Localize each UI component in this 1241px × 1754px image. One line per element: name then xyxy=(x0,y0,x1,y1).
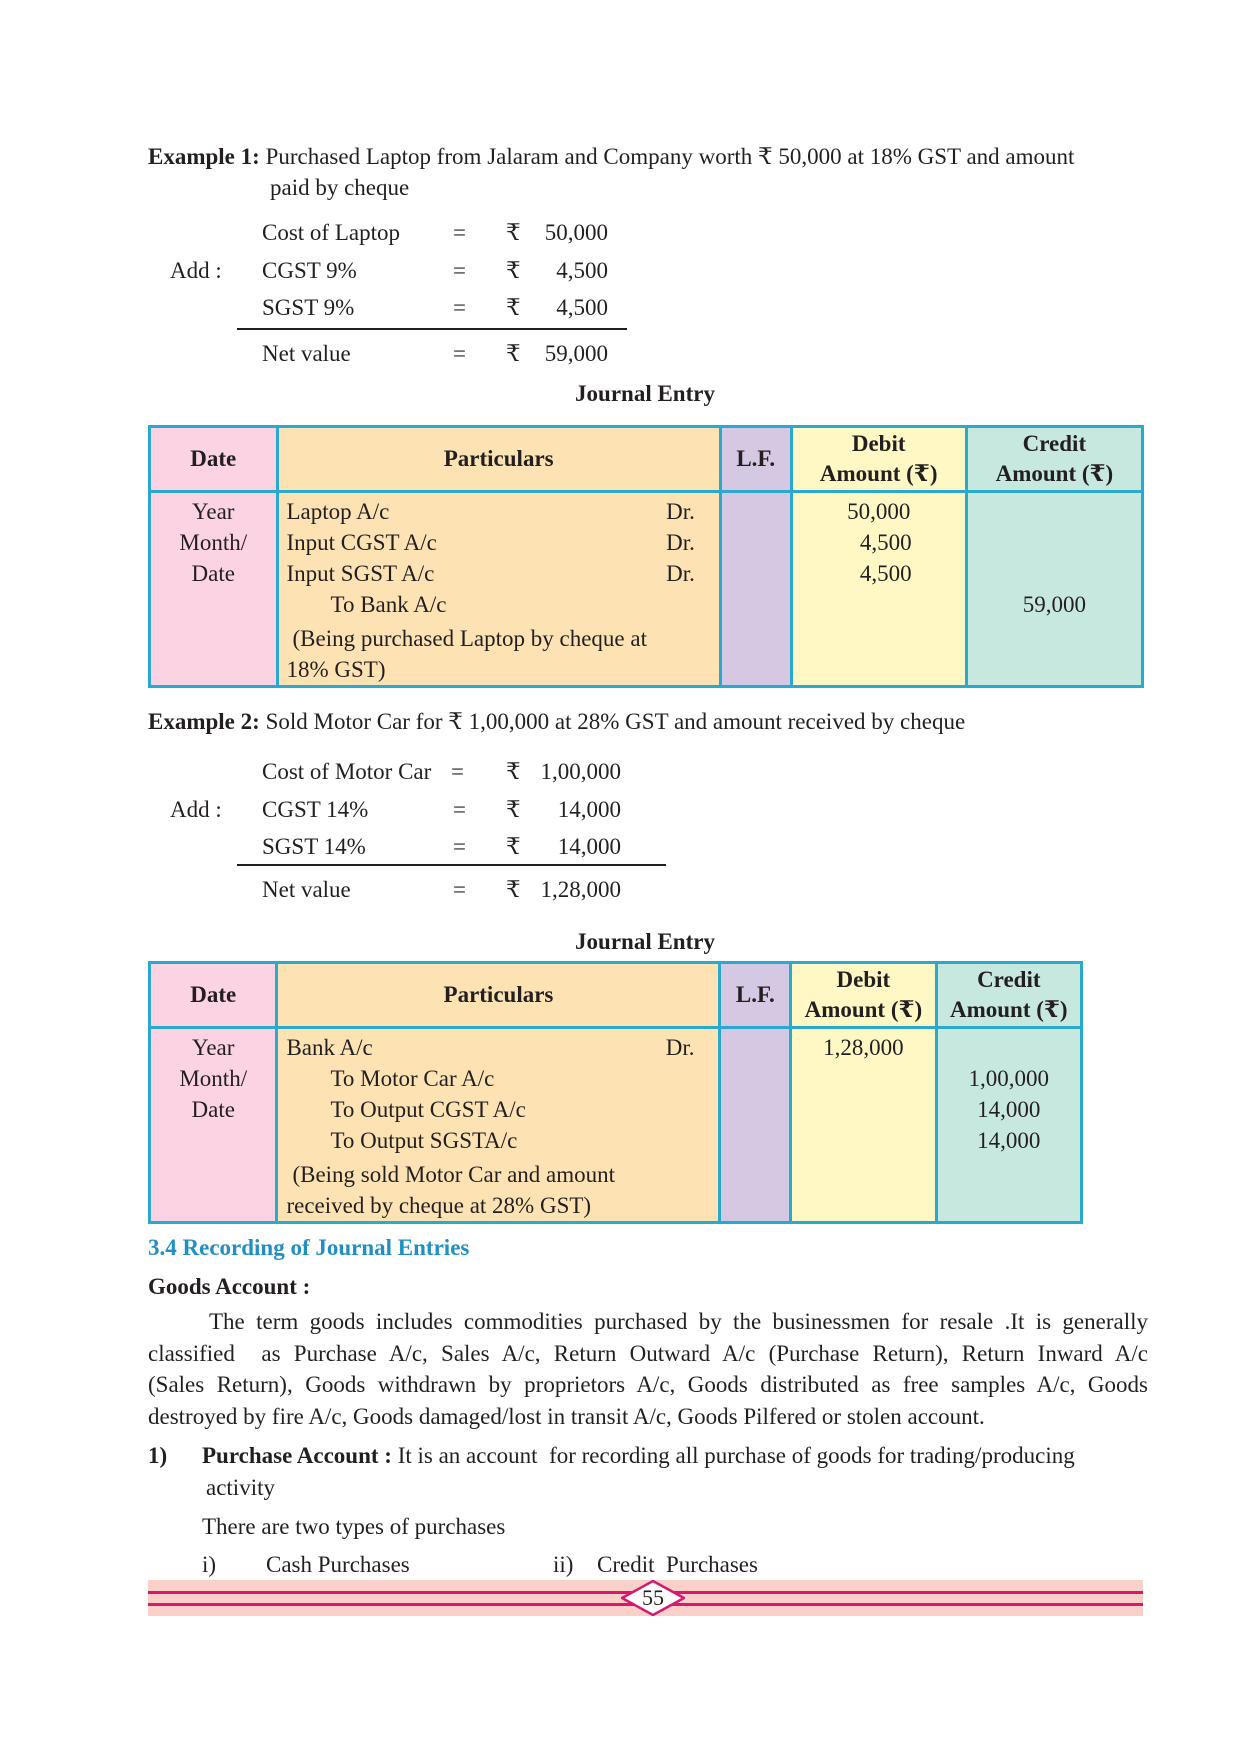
example1-text-line2: paid by cheque xyxy=(270,175,410,200)
date-cell xyxy=(150,492,278,687)
credit-purchases-label: Credit Purchases xyxy=(597,1552,758,1577)
account-name: Input SGST A/c xyxy=(286,561,435,586)
net-amount: 1,28,000 xyxy=(540,877,621,902)
header-date: Date xyxy=(150,427,278,492)
date-line: Month/ xyxy=(179,1066,248,1091)
dr-marker: Dr. xyxy=(666,499,695,524)
particular-line xyxy=(278,1063,718,1094)
calc-amount: 1,00,000 xyxy=(540,759,621,784)
equals-sign: = xyxy=(451,759,464,784)
narration-line: (Being purchased Laptop by cheque at xyxy=(292,626,647,651)
add-label: Add : xyxy=(170,797,222,822)
equals-sign: = xyxy=(453,220,466,245)
example2-heading xyxy=(148,707,965,737)
paragraph-line: The term goods includes commodities purchased by the businessmen for resale .It is generally xyxy=(209,1309,1148,1334)
narration-line: received by cheque at 28% GST) xyxy=(286,1193,592,1218)
rupee-symbol: ₹ xyxy=(506,258,521,283)
dr-marker: Dr. xyxy=(665,1035,695,1060)
header-debit xyxy=(791,427,966,492)
date-cell xyxy=(150,1028,277,1223)
particular-line xyxy=(278,1032,718,1063)
table-header-row xyxy=(150,963,1082,1028)
header-debit-line2: Amount (₹) xyxy=(804,997,923,1022)
account-name: To Bank A/c xyxy=(330,592,447,617)
journal-entry-title: Journal Entry xyxy=(575,929,715,954)
calc-label: Cost of Motor Car xyxy=(262,759,432,784)
add-label: Add : xyxy=(170,258,222,283)
account-name: Laptop A/c xyxy=(286,499,390,524)
list-item-number: ii) xyxy=(553,1552,574,1577)
header-lf: L.F. xyxy=(720,963,791,1028)
account-name: To Output SGSTA/c xyxy=(330,1128,518,1153)
total-rule xyxy=(237,328,627,330)
particular-line xyxy=(279,527,719,558)
date-line: Date xyxy=(191,1097,235,1122)
date-line: Date xyxy=(191,561,235,586)
calc-label: CGST 14% xyxy=(262,797,369,822)
credit-amount: 14,000 xyxy=(977,1128,1041,1153)
list-item-number: i) xyxy=(202,1552,217,1577)
header-credit-line2: Amount (₹) xyxy=(995,461,1114,486)
page-number: 55 xyxy=(642,1585,664,1610)
equals-sign: = xyxy=(453,834,466,859)
header-debit-line1: Debit xyxy=(851,431,906,456)
credit-cell xyxy=(936,1028,1081,1223)
net-amount: 59,000 xyxy=(544,341,608,366)
header-date: Date xyxy=(150,963,277,1028)
calc-amount: 50,000 xyxy=(544,220,608,245)
calc-label: SGST 14% xyxy=(262,834,366,859)
credit-amount: 1,00,000 xyxy=(968,1066,1050,1091)
header-credit-line2: Amount (₹) xyxy=(949,997,1068,1022)
paragraph-line: classified as Purchase A/c, Sales A/c, Return Outward A/c (Purchase Return), Return Inward A/c xyxy=(148,1340,1148,1366)
header-credit xyxy=(966,427,1142,492)
section-heading: 3.4 Recording of Journal Entries xyxy=(148,1235,470,1260)
particular-line xyxy=(279,589,719,620)
purchase-account-text-line2: activity xyxy=(206,1475,275,1500)
table-header-row xyxy=(150,427,1143,492)
calc-amount: 4,500 xyxy=(556,258,608,283)
debit-amount: 50,000 xyxy=(847,499,911,524)
credit-amount xyxy=(968,527,1141,558)
date-line: Month/ xyxy=(179,530,248,555)
credit-cell xyxy=(966,492,1142,687)
rupee-symbol: ₹ xyxy=(506,834,521,859)
purchase-account-title: Purchase Account : xyxy=(202,1443,392,1468)
equals-sign: = xyxy=(453,295,466,320)
equals-sign: = xyxy=(453,877,466,902)
debit-amount: 4,500 xyxy=(859,561,912,586)
purchase-account-text: It is an account for recording all purchase of goods for trading/producing xyxy=(391,1443,1075,1468)
header-lf: L.F. xyxy=(720,427,791,492)
credit-amount: 59,000 xyxy=(1022,592,1087,617)
goods-account-subheading: Goods Account : xyxy=(148,1274,311,1299)
date-line: Year xyxy=(192,499,235,524)
table-row xyxy=(150,1028,1082,1223)
narration-line: 18% GST) xyxy=(286,657,386,682)
journal-table-1 xyxy=(148,425,1144,688)
calc-amount: 14,000 xyxy=(557,834,621,859)
example2-label: Example 2: xyxy=(148,709,260,734)
example1-label: Example 1: xyxy=(148,144,260,169)
particular-line xyxy=(279,558,719,589)
rupee-symbol: ₹ xyxy=(506,877,521,902)
purchase-account-item xyxy=(202,1441,1143,1471)
account-name: To Motor Car A/c xyxy=(330,1066,495,1091)
net-label: Net value xyxy=(262,341,351,366)
particular-line xyxy=(278,1094,718,1125)
account-name: To Output CGST A/c xyxy=(330,1097,526,1122)
rupee-symbol: ₹ xyxy=(506,797,521,822)
credit-amount xyxy=(968,558,1141,589)
calc-amount: 4,500 xyxy=(556,295,608,320)
calc-label: CGST 9% xyxy=(262,258,357,283)
credit-amount: 14,000 xyxy=(977,1097,1041,1122)
header-credit-line1: Credit xyxy=(1022,431,1087,456)
equals-sign: = xyxy=(453,341,466,366)
journal-table-2 xyxy=(148,961,1083,1224)
account-name: Bank A/c xyxy=(286,1035,373,1060)
header-credit-line1: Credit xyxy=(977,967,1041,992)
lf-cell xyxy=(720,492,791,687)
example1-text: Purchased Laptop from Jalaram and Company worth ₹ 50,000 at 18% GST and amount xyxy=(265,144,1075,169)
list-number: 1) xyxy=(148,1443,168,1468)
header-particulars: Particulars xyxy=(277,427,720,492)
two-types-text: There are two types of purchases xyxy=(202,1514,506,1539)
account-name: Input CGST A/c xyxy=(286,530,437,555)
calc-label: Cost of Laptop xyxy=(262,220,400,245)
credit-amount xyxy=(938,1032,1080,1063)
rupee-symbol: ₹ xyxy=(506,295,521,320)
header-particulars: Particulars xyxy=(277,963,720,1028)
rupee-symbol: ₹ xyxy=(506,759,521,784)
example1-heading xyxy=(148,142,1074,172)
rupee-symbol: ₹ xyxy=(506,341,521,366)
goods-paragraph xyxy=(148,1306,1148,1432)
date-line: Year xyxy=(192,1035,235,1060)
dr-marker: Dr. xyxy=(666,561,695,586)
header-credit xyxy=(936,963,1081,1028)
credit-amount xyxy=(968,496,1141,527)
header-debit xyxy=(791,963,936,1028)
lf-cell xyxy=(720,1028,791,1223)
debit-cell xyxy=(791,1028,936,1223)
narration-line: (Being sold Motor Car and amount xyxy=(292,1162,616,1187)
calc-label: SGST 9% xyxy=(262,295,355,320)
calc-amount: 14,000 xyxy=(557,797,621,822)
net-label: Net value xyxy=(262,877,351,902)
debit-amount: 1,28,000 xyxy=(823,1035,904,1060)
example2-text: Sold Motor Car for ₹ 1,00,000 at 28% GST and amount received by cheque xyxy=(265,709,966,734)
dr-marker: Dr. xyxy=(666,530,695,555)
header-debit-line2: Amount (₹) xyxy=(819,461,938,486)
particulars-cell xyxy=(277,1028,720,1223)
header-debit-line1: Debit xyxy=(836,967,891,992)
particulars-cell xyxy=(277,492,720,687)
particular-line xyxy=(278,1125,718,1156)
cash-purchases-label: Cash Purchases xyxy=(266,1552,410,1577)
total-rule xyxy=(237,864,666,866)
rupee-symbol: ₹ xyxy=(506,220,521,245)
paragraph-line: (Sales Return), Goods withdrawn by proprietors A/c, Goods distributed as free samples A/c, Goods xyxy=(148,1372,1148,1397)
particular-line xyxy=(279,496,719,527)
paragraph-line: destroyed by fire A/c, Goods damaged/lost in transit A/c, Goods Pilfered or stolen account. xyxy=(148,1403,985,1429)
equals-sign: = xyxy=(453,258,466,283)
debit-cell xyxy=(791,492,966,687)
debit-amount: 4,500 xyxy=(859,530,912,555)
table-row xyxy=(150,492,1143,687)
equals-sign: = xyxy=(453,797,466,822)
journal-entry-title: Journal Entry xyxy=(575,381,715,406)
